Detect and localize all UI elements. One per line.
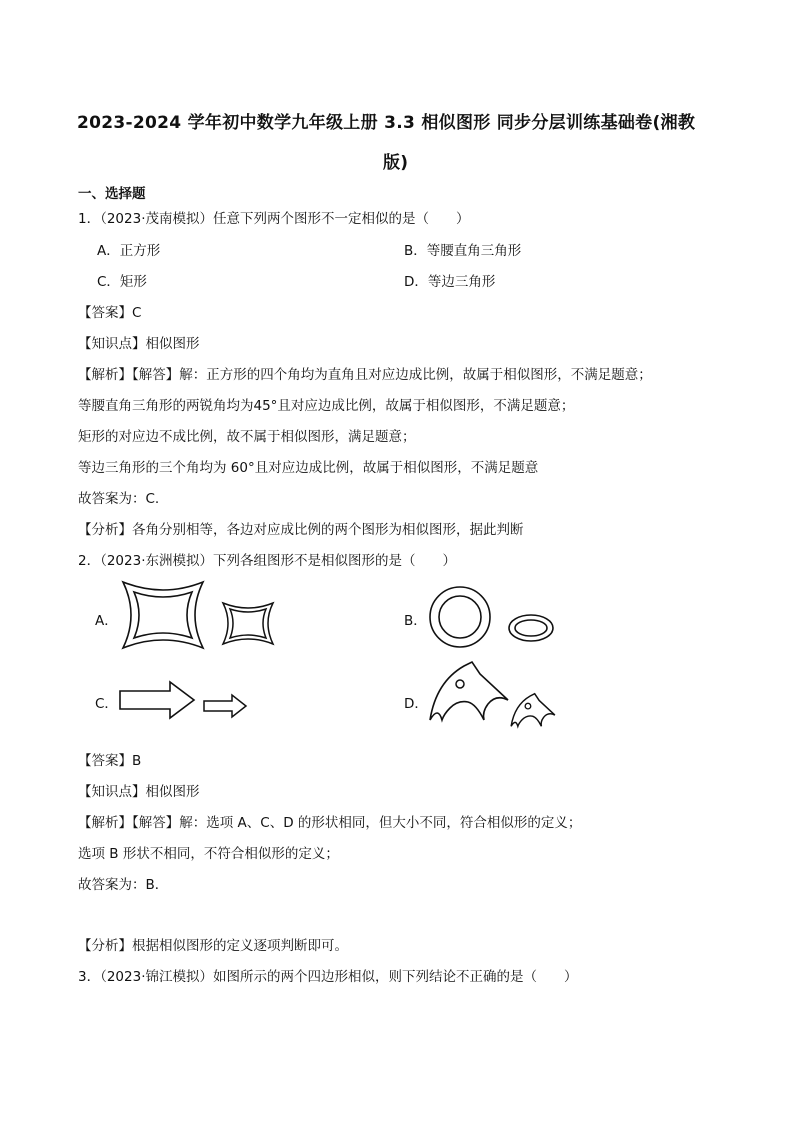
q1-knowledge: 【知识点】相似图形	[78, 336, 200, 352]
q2-analysis-1: 【解析】【解答】解：选项 A、C、D 的形状相同，但大小不同，符合相似形的定义；	[78, 815, 582, 831]
figure-d-small-bird-shape	[510, 692, 556, 728]
q2-knowledge: 【知识点】相似图形	[78, 784, 200, 800]
q1-stem: 1．（2023·茂南模拟）任意下列两个图形不一定相似的是（ ）	[78, 211, 470, 227]
section-heading: 一、选择题	[78, 186, 146, 202]
q1-fenxi: 【分析】各角分别相等，各边对应成比例的两个图形为相似图形，据此判断	[78, 522, 524, 538]
q1-answer: 【答案】C	[78, 305, 142, 321]
q1-analysis-2: 等腰直角三角形的两锐角均为45°且对应边成比例，故属于相似图形，不满足题意；	[78, 398, 575, 414]
q2-stem: 2．（2023·东洲模拟）下列各组图形不是相似图形的是（ ）	[78, 553, 456, 569]
figure-c-large-arrow	[118, 680, 196, 720]
figure-b-circle-ring	[428, 585, 492, 649]
q1-analysis-5: 故答案为：C.	[78, 491, 160, 507]
q1-option-d: D．等边三角形	[404, 274, 496, 290]
q2-fenxi: 【分析】根据相似图形的定义逐项判断即可。	[78, 938, 348, 954]
figure-a-large-concave-square	[118, 580, 208, 650]
figure-a-small-concave-square	[220, 601, 276, 646]
q2-option-d-label: D．	[404, 696, 428, 712]
q1-option-c: C．矩形	[97, 274, 147, 290]
q1-option-a: A．正方形	[97, 243, 161, 259]
figure-b-ellipse-ring	[508, 613, 554, 643]
q1-analysis-4: 等边三角形的三个角均为 60°且对应边成比例，故属于相似图形，不满足题意	[78, 460, 539, 476]
q3-stem: 3．（2023·锦江模拟）如图所示的两个四边形相似，则下列结论不正确的是（ ）	[78, 969, 578, 985]
q1-analysis-3: 矩形的对应边不成比例，故不属于相似图形，满足题意；	[78, 429, 416, 445]
q2-answer: 【答案】B	[78, 753, 142, 769]
page-title-line2: 版)	[383, 153, 409, 173]
q2-analysis-3: 故答案为：B．	[78, 877, 169, 893]
q1-analysis-1: 【解析】【解答】解：正方形的四个角均为直角且对应边成比例，故属于相似图形，不满足题意；	[78, 367, 652, 383]
figure-c-small-arrow	[203, 694, 247, 718]
q2-analysis-2: 选项 B 形状不相同，不符合相似形的定义；	[78, 846, 339, 862]
q2-option-b-label: B．	[404, 613, 427, 629]
q2-option-c-label: C．	[95, 696, 118, 712]
q2-option-a-label: A．	[95, 613, 118, 629]
page-title-line1: 2023-2024 学年初中数学九年级上册 3.3 相似图形 同步分层训练基础卷(湘教	[77, 113, 696, 133]
figure-d-large-bird-shape	[428, 660, 510, 722]
q1-option-b: B．等腰直角三角形	[404, 243, 522, 259]
